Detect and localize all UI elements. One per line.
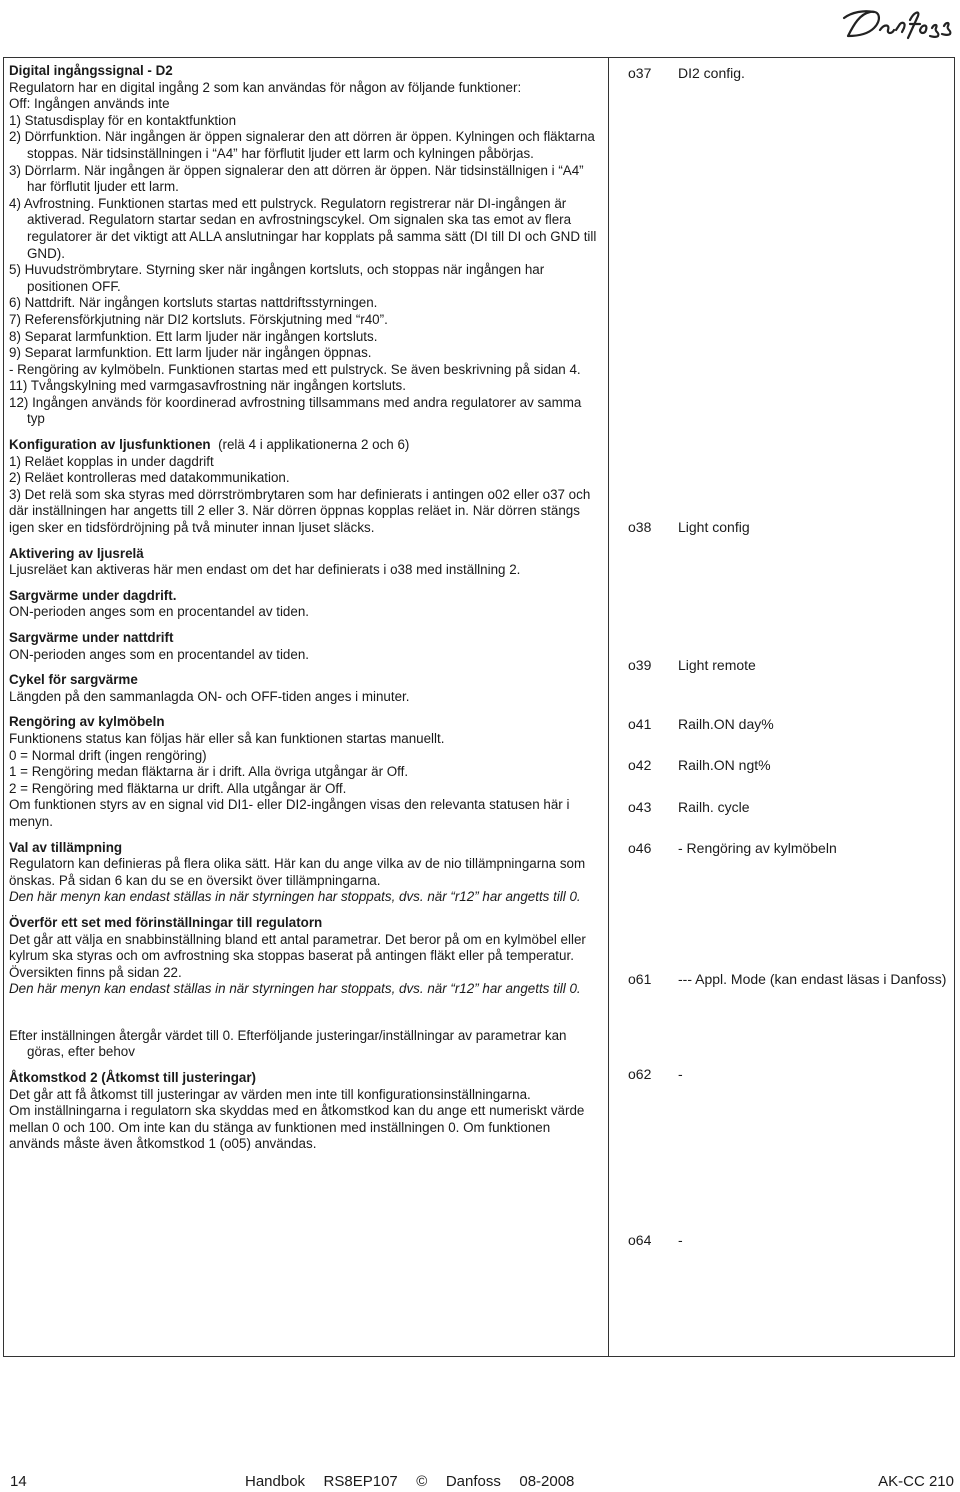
description-column <box>9 63 601 1162</box>
paragraph: 2) Reläet kontrolleras med datakommunikation. <box>9 470 290 486</box>
page-number: 14 <box>10 1473 27 1490</box>
param-row-o38 <box>628 518 948 537</box>
param-name: Light config <box>678 519 750 535</box>
section-heading: Åtkomstkod 2 (Åtkomst till justeringar) <box>9 1070 257 1086</box>
section-cleaning <box>9 714 601 830</box>
section-presets-after <box>9 1028 601 1061</box>
param-name: - Rengöring av kylmöbeln <box>678 840 837 856</box>
paragraph: Regulatorn kan definieras på flera olika sätt. Här kan du ange vilka av de nio tillämpningarna som önskas. På sidan 6 kan du se en översikt över tillämpningarna. <box>9 856 586 888</box>
footer-doc-info: Handbok RS8EP107 © Danfoss 08-2008 <box>245 1473 575 1490</box>
param-code: o64 <box>628 1232 652 1248</box>
section-heading: Digital ingångssignal - D2 <box>9 63 173 78</box>
paragraph: 0 = Normal drift (ingen rengöring) <box>9 747 207 763</box>
danfoss-logo <box>840 6 952 42</box>
paragraph: Ljusreläet kan aktiveras här men endast om det har definierats i o38 med inställning 2. <box>9 562 521 578</box>
param-code: o46 <box>628 840 652 856</box>
param-row-o42 <box>628 756 948 775</box>
section-heading: Cykel för sargvärme <box>9 672 138 688</box>
list-item: 12) Ingången används för koordinerad avfrostning tillsammans med andra regulatorer av samma typ <box>9 394 582 427</box>
paragraph: 2 = Rengöring med fläktarna ur drift. Alla utgångar är Off. <box>9 780 347 796</box>
paragraph: Längden på den sammanlagda ON- och OFF-tiden anges i minuter. <box>9 688 410 704</box>
italic-note: Den här menyn kan endast ställas in när styrningen har stoppats, dvs. när “r12” har angetts till 0. <box>9 981 581 997</box>
param-row-o46 <box>628 839 948 858</box>
paragraph: Det går att välja en snabbinställning bland ett antal parametrar. Det beror på om en kylmöbel eller kylrum ska styras och om avfrostning ska stoppas baserat på antingen fläkt eller på temperatur. Översikten finns på sidan 22. <box>9 931 586 980</box>
column-divider <box>608 57 609 1357</box>
section-presets <box>9 915 601 998</box>
param-row-o39 <box>628 656 948 675</box>
param-name: DI2 config. <box>678 65 745 81</box>
section-light-config <box>9 437 601 537</box>
param-name: --- Appl. Mode (kan endast läsas i Danfoss) <box>678 971 947 987</box>
section-heading: Sargvärme under dagdrift. <box>9 587 177 603</box>
list-item: 9) Separat larmfunktion. Ett larm ljuder när ingången öppnas. <box>9 345 372 361</box>
paragraph: ON-perioden anges som en procentandel av tiden. <box>9 604 309 620</box>
paragraph: 1 = Rengöring medan fläktarna är i drift. Alla övriga utgångar är Off. <box>9 764 409 780</box>
section-light-remote <box>9 546 601 579</box>
section-application <box>9 840 601 906</box>
section-heading: Sargvärme under nattdrift <box>9 630 174 645</box>
list-item: 2) Dörrfunktion. När ingången är öppen signalerar den att dörren är öppen. Kylningen och fläktarna stoppas. När tidsinställningen i “A4” har förflutit ljuder ett larm och kylningen påbörjas. <box>9 129 595 161</box>
section-heading: Överför ett set med förinställningar till regulatorn <box>9 914 323 930</box>
paragraph: Regulatorn har en digital ingång 2 som kan användas för någon av följande funktioner: <box>9 79 522 95</box>
paragraph: ON-perioden anges som en procentandel av tiden. <box>9 646 309 662</box>
paragraph: Off: Ingången används inte <box>9 96 170 112</box>
param-code: o61 <box>628 971 652 987</box>
section-heading: Val av tillämpning <box>9 839 123 855</box>
param-name: - <box>678 1232 683 1248</box>
param-code: o62 <box>628 1066 652 1082</box>
param-code: o41 <box>628 716 652 732</box>
paragraph: Om funktionen styrs av en signal vid DI1- eller DI2-ingången visas den relevanta statusen här i menyn. <box>9 797 570 829</box>
paragraph: 1) Statusdisplay för en kontaktfunktion <box>9 112 237 128</box>
param-name: Railh.ON day% <box>678 716 774 732</box>
param-name: Railh.ON ngt% <box>678 757 771 773</box>
paragraph: 1) Reläet kopplas in under dagdrift <box>9 453 214 469</box>
section-rail-heat-day <box>9 588 601 621</box>
paragraph: Om inställningarna i regulatorn ska skyddas med en åtkomstkod kan du ange ett numeriskt värde mellan 0 och 100. Om inte kan du stänga av funktionen med inställningen 0. Om funktionen används måste även åtkomstkod 1 (o05) användas. <box>9 1103 585 1152</box>
param-code: o39 <box>628 657 652 673</box>
paragraph: Det går att få åtkomst till justeringar av värden men inte till konfigurationsinställningarna. <box>9 1086 531 1102</box>
param-code: o37 <box>628 65 652 81</box>
italic-note: Den här menyn kan endast ställas in när styrningen har stoppats, dvs. när “r12” har angetts till 0. <box>9 889 581 905</box>
section-rail-heat-night <box>9 630 601 663</box>
footer-product: AK-CC 210 <box>878 1473 954 1490</box>
section-heading: Konfiguration av ljusfunktionen <box>9 437 211 453</box>
param-row-o43 <box>628 798 948 817</box>
param-code: o38 <box>628 519 652 535</box>
param-code: o42 <box>628 757 652 773</box>
list-item: 7) Referensförkjutning när DI2 kortsluts. Förskjutning med “r40”. <box>9 311 388 327</box>
section-heading-sub: (relä 4 i applikationerna 2 och 6) <box>218 437 410 453</box>
list-item: 5) Huvudströmbrytare. Styrning sker när ingången kortsluts, och stoppas när ingången har positionen OFF. <box>9 262 545 294</box>
section-digital-input <box>9 63 601 428</box>
section-rail-heat-cycle <box>9 672 601 705</box>
param-name: - <box>678 1066 683 1082</box>
section-heading: Aktivering av ljusrelä <box>9 545 144 561</box>
param-name: Light remote <box>678 657 756 673</box>
section-access-code <box>9 1070 601 1153</box>
list-item: 8) Separat larmfunktion. Ett larm ljuder när ingången kortsluts. <box>9 328 378 344</box>
param-row-o41 <box>628 715 948 734</box>
list-item: 6) Nattdrift. När ingången kortsluts startas nattdriftsstyrningen. <box>9 295 378 311</box>
section-heading: Rengöring av kylmöbeln <box>9 714 165 730</box>
list-item: 4) Avfrostning. Funktionen startas med ett pulstryck. Regulatorn registrerar när DI-ingången är aktiverad. Regulatorn startar sedan en avfrostningscykel. Om signalen ska tas emot av flera regulatorer är det viktigt att ALLA anslutningar har kopplats på samma sätt (DI till DI och GND till GND). <box>9 195 597 261</box>
list-item: - Rengöring av kylmöbeln. Funktionen startas med ett pulstryck. Se även beskrivning på sidan 4. <box>9 361 581 377</box>
param-code: o43 <box>628 799 652 815</box>
paragraph: 3) Det relä som ska styras med dörrströmbrytaren som har definierats i antingen o02 eller o37 och där inställningen har angetts till 2 eller 3. När dörren öppnas kopplas reläet in. När dörren stängs igen sker en tidsfördröjning på två minuter innan ljuset släcks. <box>9 486 591 536</box>
param-name: Railh. cycle <box>678 799 750 815</box>
paragraph: Funktionens status kan följas här eller så kan funktionen startas manuellt. <box>9 730 445 746</box>
list-item: 3) Dörrlarm. När ingången är öppen signalerar den att dörren är öppen. När tidsinställnigen i “A4” har förflutit ljuder ett larm. <box>9 162 584 195</box>
param-row-o64 <box>628 1231 948 1250</box>
paragraph: Efter inställningen återgår värdet till 0. Efterföljande justeringar/inställningar av parametrar kan göras, efter behov <box>9 1027 567 1060</box>
list-item: 11) Tvångskylning med varmgasavfrostning när ingången kortsluts. <box>9 378 406 394</box>
param-row-o37 <box>628 64 948 83</box>
param-row-o62 <box>628 1065 948 1084</box>
param-row-o61 <box>628 970 948 989</box>
